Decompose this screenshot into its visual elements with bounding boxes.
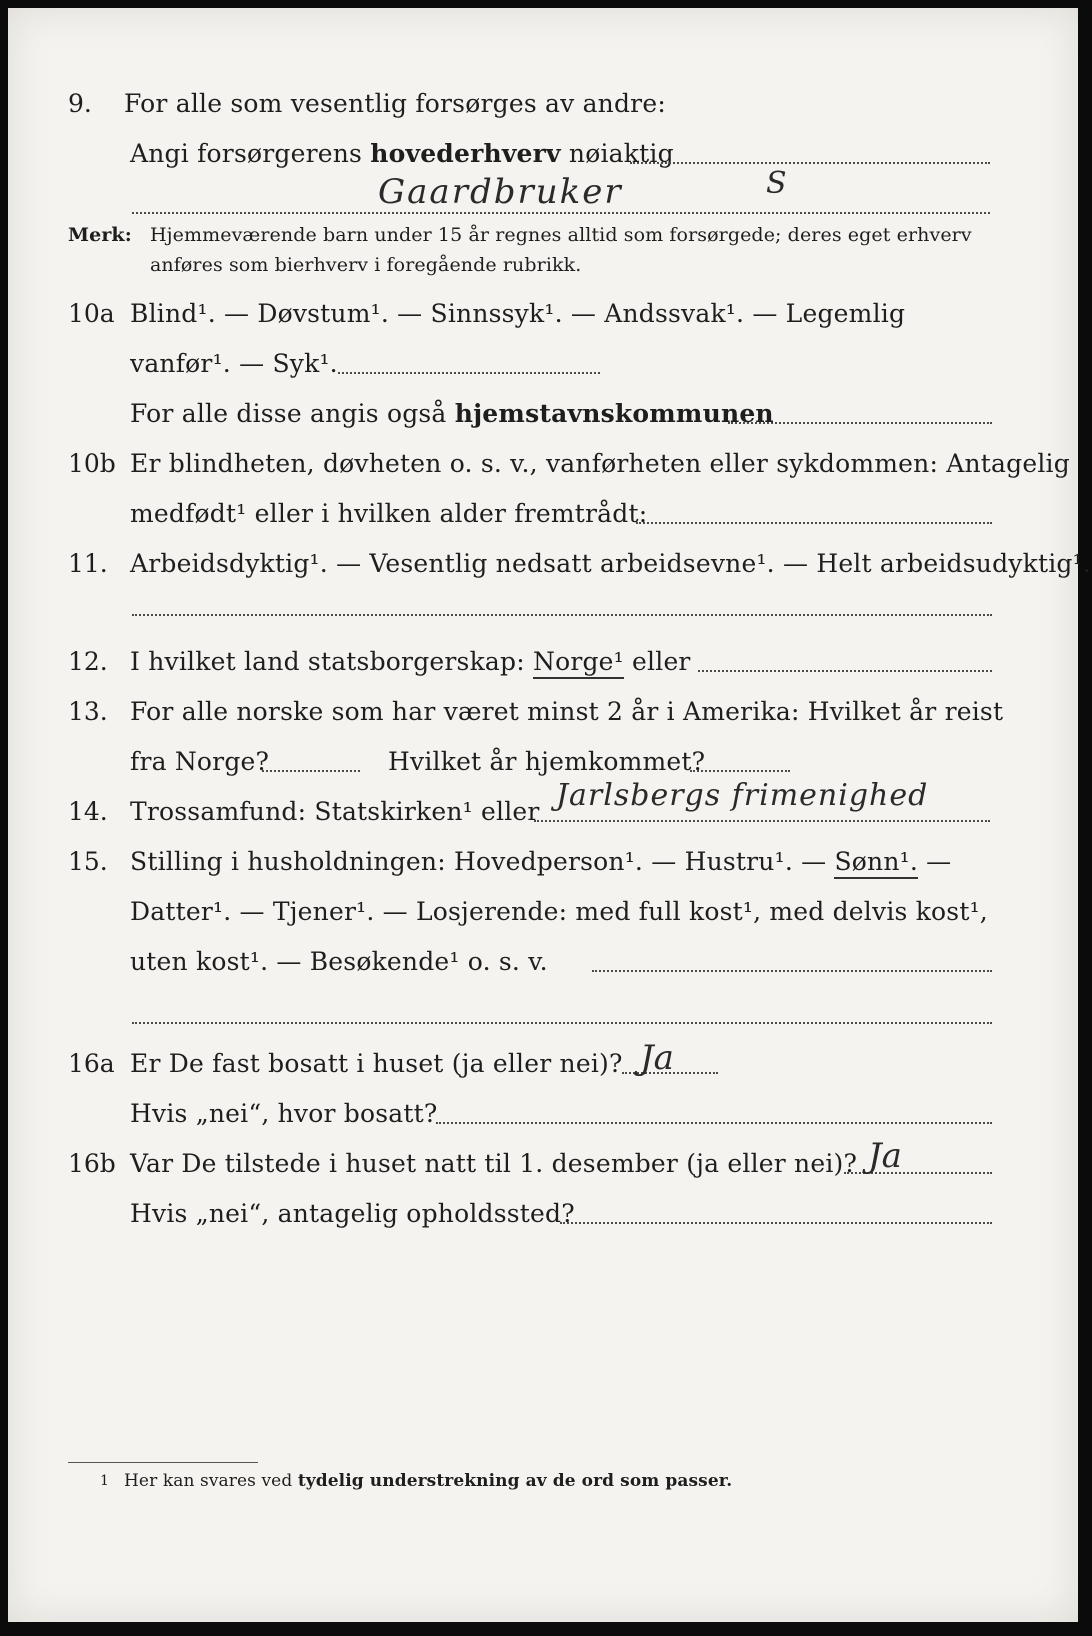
footnote-mark: 1: [100, 1473, 110, 1489]
q13-line2a: fra Norge?: [130, 747, 270, 776]
q9-dotted-line-2: [132, 212, 990, 214]
q13-number: 13.: [68, 697, 108, 726]
q14-handwritten-answer: Jarlsbergs frimenighed: [556, 778, 929, 813]
q9-line2: [130, 138, 674, 170]
q11-dotted-line: [132, 614, 992, 616]
q15-line3: uten kost¹. — Besøkende¹ o. s. v.: [130, 947, 548, 976]
q9-line2-a: Angi forsørgerens: [130, 139, 371, 168]
merk-line1: Hjemmeværende barn under 15 år regnes alltid som forsørgede; deres eget erhverv: [150, 224, 972, 246]
q15-number: 15.: [68, 847, 108, 876]
q10a-line3: [130, 398, 774, 430]
q16b-line1: Var De tilstede i huset natt til 1. desember (ja eller nei)?: [130, 1149, 858, 1178]
q16a-handwritten-answer: Ja: [640, 1038, 674, 1078]
q15-dotted-line-1: [592, 970, 992, 972]
q15-sonn-underlined: Sønn¹.: [834, 847, 918, 879]
q10a-dotted-line-1: [338, 372, 600, 374]
q10b-dotted-line: [636, 522, 992, 524]
q9-line2-c: nøiaktig: [560, 139, 674, 168]
q16a-line1: Er De fast bosatt i huset (ja eller nei)?: [130, 1049, 623, 1078]
q16b-line2: Hvis „nei“, antagelig opholdssted?: [130, 1199, 575, 1228]
q12-line1-c: eller: [623, 647, 691, 676]
q10b-line1: Er blindheten, døvheten o. s. v., vanførheten eller sykdommen: Antagelig: [130, 449, 1070, 478]
footnote-text-a: Her kan svares ved: [124, 1471, 298, 1491]
q16b-handwritten-answer: Ja: [868, 1136, 902, 1176]
q12-number: 12.: [68, 647, 108, 676]
q9-dotted-line-1: [630, 162, 990, 164]
q11-line1: Arbeidsdyktig¹. — Vesentlig nedsatt arbeidsevne¹. — Helt arbeidsudyktig¹.: [130, 549, 1091, 578]
q15-dotted-line-2: [132, 1022, 992, 1024]
q13-dotted-line-2: [690, 770, 790, 772]
census-form-page: [8, 8, 1091, 1622]
q14-dotted-line: [534, 820, 990, 822]
q13-line1: For alle norske som har været minst 2 år i Amerika: Hvilket år reist: [130, 697, 1004, 726]
q15-line2: Datter¹. — Tjener¹. — Losjerende: med full kost¹, med delvis kost¹,: [130, 897, 988, 926]
q12-norge-underlined: Norge¹: [533, 647, 624, 679]
q10a-line1: Blind¹. — Døvstum¹. — Sinnssyk¹. — Andssvak¹. — Legemlig: [130, 299, 906, 328]
q10a-number: 10a: [68, 299, 115, 328]
merk-label: Merk:: [68, 224, 132, 246]
q15-line1: [130, 846, 951, 878]
q16a-line2: Hvis „nei“, hvor bosatt?: [130, 1099, 438, 1128]
q16b-dotted-line-2: [560, 1222, 992, 1224]
merk-line2: anføres som bierhverv i foregående rubrikk.: [150, 254, 582, 276]
footnote-text: [124, 1468, 732, 1494]
footnote-text-b: tydelig understrekning av de ord som passer.: [297, 1471, 733, 1491]
q15-line1-a: Stilling i husholdningen: Hovedperson¹. — Hustru¹. —: [130, 847, 835, 876]
q10a-line2: vanfør¹. — Syk¹.: [130, 349, 338, 378]
q16a-dotted-line-2: [436, 1122, 992, 1124]
q12-dotted-line: [698, 670, 992, 672]
q13-dotted-line-1: [262, 770, 360, 772]
q9-line2-b: hovederhverv: [370, 139, 561, 168]
q10a-line3-a: For alle disse angis også: [130, 399, 455, 428]
q11-number: 11.: [68, 549, 108, 578]
q9-handwritten-answer: Gaardbruker: [378, 172, 623, 212]
q16b-number: 16b: [68, 1149, 116, 1178]
q12-line1-a: I hvilket land statsborgerskap:: [130, 647, 533, 676]
q9-line1: For alle som vesentlig forsørges av andre:: [124, 89, 666, 118]
footnote-rule: [68, 1462, 258, 1463]
q10a-line3-b: hjemstavnskommunen: [454, 399, 774, 428]
q10b-line2: medfødt¹ eller i hvilken alder fremtrådt:: [130, 499, 648, 528]
q16b-dotted-line-1: [844, 1172, 992, 1174]
q9-number: 9.: [68, 89, 92, 118]
q16a-number: 16a: [68, 1049, 115, 1078]
q14-number: 14.: [68, 797, 108, 826]
q10b-number: 10b: [68, 449, 116, 478]
q10a-dotted-line-2: [728, 422, 992, 424]
q15-line1-c: —: [918, 847, 952, 876]
q13-line2b: Hvilket år hjemkommet?: [388, 747, 706, 776]
q14-line1: Trossamfund: Statskirken¹ eller: [130, 797, 540, 826]
q12-line1: [130, 646, 691, 678]
q9-handwritten-mark: S: [766, 166, 787, 201]
